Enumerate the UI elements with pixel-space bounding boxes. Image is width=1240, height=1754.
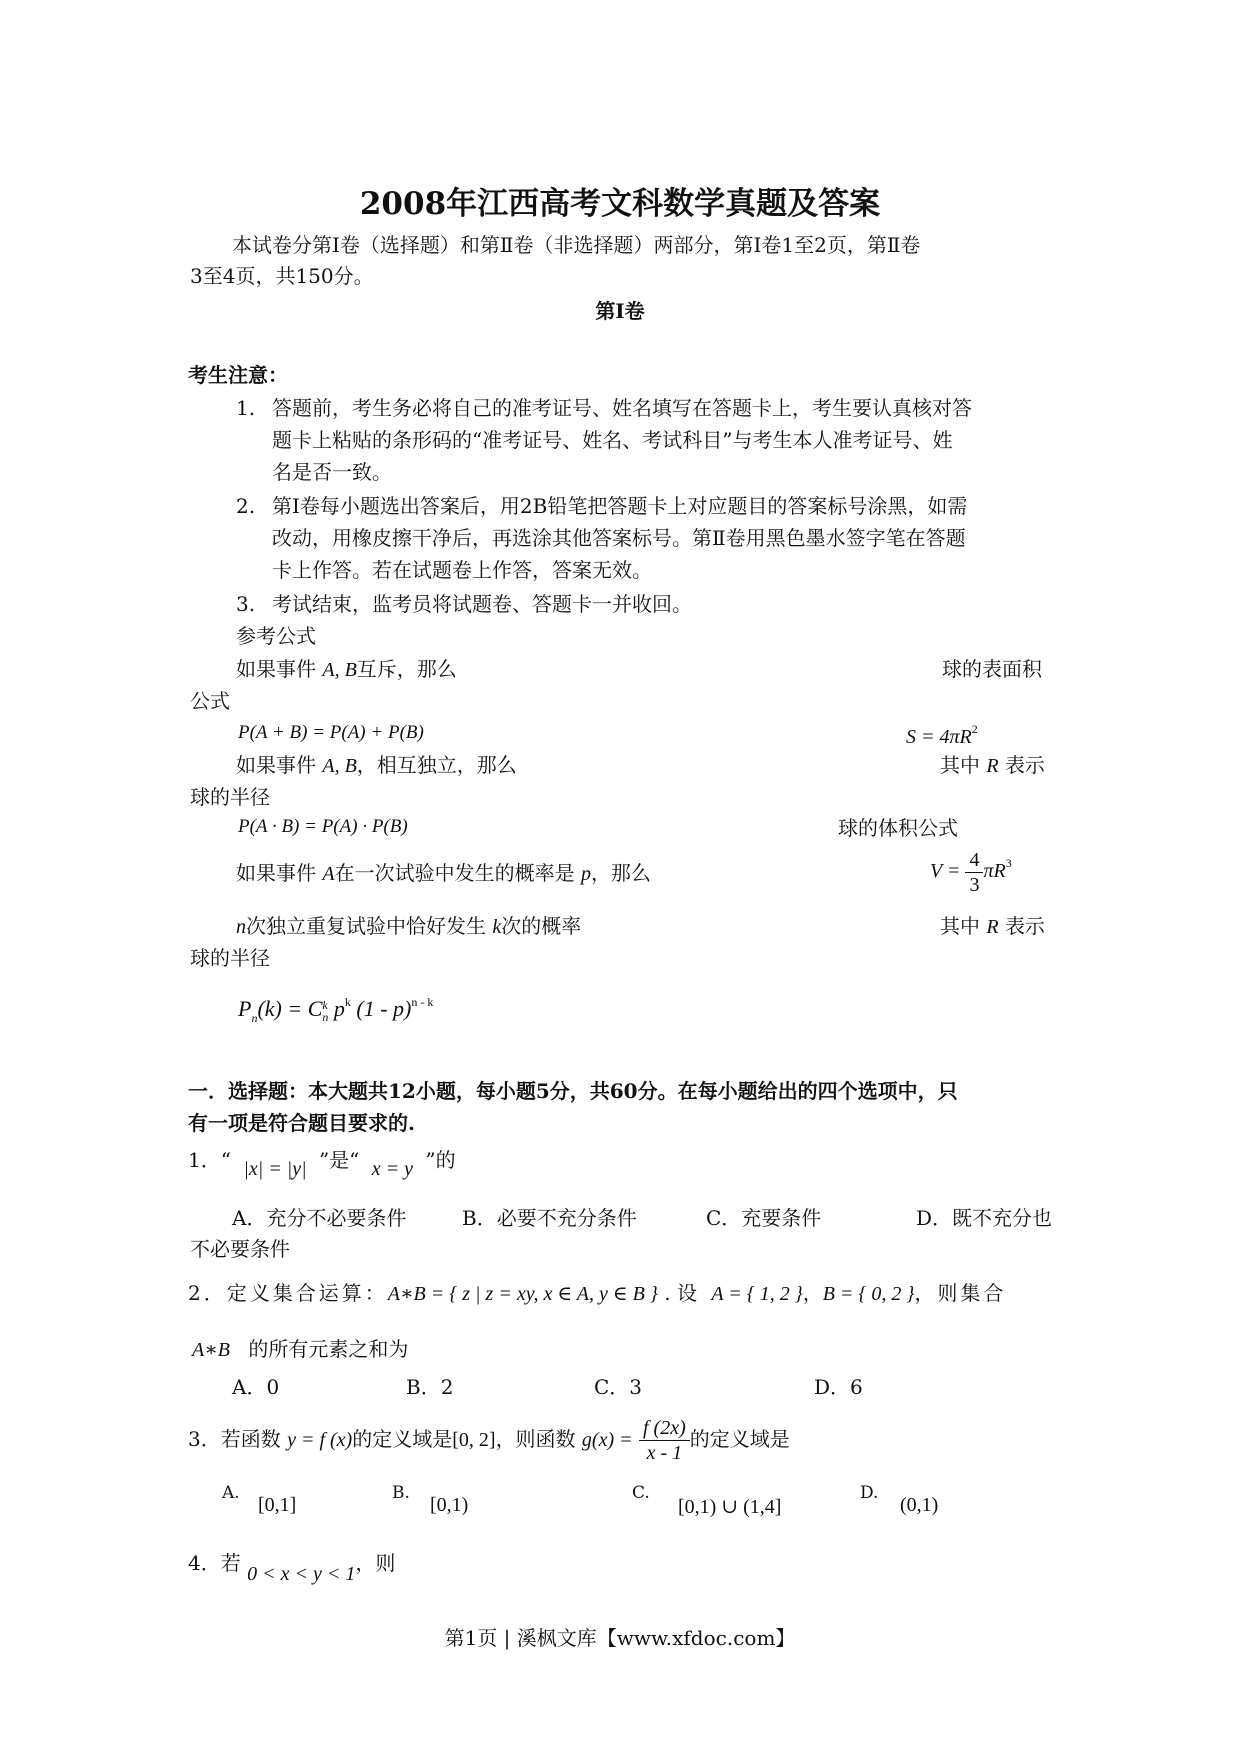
formulas-heading: 参考公式 xyxy=(236,624,316,648)
sphere-area-label: 球的表面积 xyxy=(942,657,1042,681)
sphere-volume-formula: V = $\frac{4}{3}$ $\pi R^3$ xyxy=(930,849,1012,896)
section1-instruction-line-1: 一．选择题：本大题共12小题，每小题5分，共60分。在每小题给出的四个选项中，只 xyxy=(188,1079,958,1103)
formula-repeat-trials: n次独立重复试验中恰好发生 k次的概率 xyxy=(236,914,582,938)
sphere-volume-label: 球的体积公式 xyxy=(838,816,958,840)
question-3-option-c: [0,1) ∪ (1,4] xyxy=(678,1496,782,1518)
notice-item-3-line-1: 考试结束，监考员将试题卷、答题卡一并收回。 xyxy=(272,592,692,616)
question-1-stem: 1．“ |x| = |y| ”是“ x = y ”的 xyxy=(188,1148,456,1180)
binomial-formula: $P_n(k) = C$ k n $p^k$ (1 - p)$^{n - k}$ xyxy=(238,995,434,1025)
radius-label-2: 球的半径 xyxy=(190,946,270,970)
notice-item-1-line-3: 名是否一致。 xyxy=(272,460,392,484)
formula-event-condition: 如果事件 A在一次试验中发生的概率是 p，那么 xyxy=(236,861,651,885)
question-3-fraction: $\frac{f (2x)}{x - 1}$ xyxy=(639,1416,690,1465)
question-2-option-b: B．2 xyxy=(406,1375,454,1399)
notice-item-2-line-2: 改动，用橡皮擦干净后，再选涂其他答案标号。第Ⅱ卷用黑色墨水签字笔在答题 xyxy=(272,526,966,550)
sphere-area-formula: $S = 4\pi R^2$ xyxy=(906,722,978,748)
question-1-option-d: D．既不充分也 xyxy=(916,1206,1053,1230)
formula-independent-condition: 如果事件 A, B，相互独立，那么 xyxy=(236,753,517,777)
question-3-option-a-label: A. xyxy=(222,1483,240,1503)
formula-exclusive-condition: 如果事件 A, B互斥，那么 xyxy=(236,657,457,681)
question-3-option-d-label: D. xyxy=(860,1483,879,1503)
intro-line-2: 3至4页，共150分。 xyxy=(190,264,374,288)
formula-word: 公式 xyxy=(190,689,230,713)
question-2-option-a: A．0 xyxy=(232,1375,280,1399)
notice-item-2-line-1: 第Ⅰ卷每小题选出答案后，用2B铅笔把答题卡上对应题目的答案标号涂黑，如需 xyxy=(272,494,968,518)
question-1-option-a: A．充分不必要条件 xyxy=(232,1206,407,1230)
part1-heading: 第Ⅰ卷 xyxy=(595,299,645,323)
question-3-option-b-label: B. xyxy=(392,1483,410,1503)
notice-heading: 考生注意： xyxy=(188,363,288,387)
question-3-stem: 3．若函数 y = f (x)的定义域是[0, 2]，则函数 g(x) = $\frac{f (2x)}{x - 1}$ 的定义域是 xyxy=(188,1417,790,1464)
page-footer: 第1页 | 溪枫文库【www.xfdoc.com】 xyxy=(444,1626,796,1650)
question-2-stem: 2．定义集合运算：A∗B = { z | z = xy, x ∈ A, y ∈ B } . 设 A = { 1, 2 }，B = { 0, 2 }，则集合 xyxy=(188,1281,1007,1305)
question-3-option-a: [0,1] xyxy=(258,1494,297,1516)
question-3-option-b: [0,1) xyxy=(430,1494,469,1516)
question-2-option-c: C．3 xyxy=(594,1375,643,1399)
document-title: 2008年江西高考文科数学真题及答案 xyxy=(359,186,881,222)
notice-item-3-number: 3. xyxy=(236,592,256,616)
notice-item-1-line-1: 答题前，考生务必将自己的准考证号、姓名填写在答题卡上，考生要认真核对答 xyxy=(272,396,972,420)
notice-item-1-number: 1. xyxy=(236,396,256,420)
sphere-volume-radius-note: 其中 R 表示 xyxy=(940,914,1045,938)
sphere-area-radius-note: 其中 R 表示 xyxy=(940,753,1045,777)
intro-line-1: 本试卷分第Ⅰ卷（选择题）和第Ⅱ卷（非选择题）两部分，第Ⅰ卷1至2页，第Ⅱ卷 xyxy=(232,233,921,257)
notice-item-2-number: 2. xyxy=(236,494,256,518)
volume-fraction: $\frac{4}{3}$ xyxy=(965,848,983,897)
question-1-option-d-continued: 不必要条件 xyxy=(190,1237,290,1261)
section1-instruction-line-2: 有一项是符合题目要求的. xyxy=(188,1111,415,1135)
question-1-option-b: B．必要不充分条件 xyxy=(462,1206,637,1230)
question-1-option-c: C．充要条件 xyxy=(706,1206,822,1230)
question-2-option-d: D．6 xyxy=(814,1375,863,1399)
notice-item-1-line-2: 题卡上粘贴的条形码的“准考证号、姓名、考试科目”与考生本人准考证号、姓 xyxy=(272,428,953,452)
radius-label-1: 球的半径 xyxy=(190,785,270,809)
question-3-option-d: (0,1) xyxy=(900,1494,939,1516)
sum-rule-formula: P(A + B) = P(A) + P(B) xyxy=(238,722,424,743)
question-4-stem: 4．若 0 < x < y < 1，则 xyxy=(188,1551,396,1585)
question-2-stem-continued: A∗B 的所有元素之和为 xyxy=(192,1337,409,1361)
product-rule-formula: P(A · B) = P(A) · P(B) xyxy=(238,816,408,837)
notice-item-2-line-3: 卡上作答。若在试题卷上作答，答案无效。 xyxy=(272,558,652,582)
question-3-option-c-label: C. xyxy=(632,1483,650,1503)
